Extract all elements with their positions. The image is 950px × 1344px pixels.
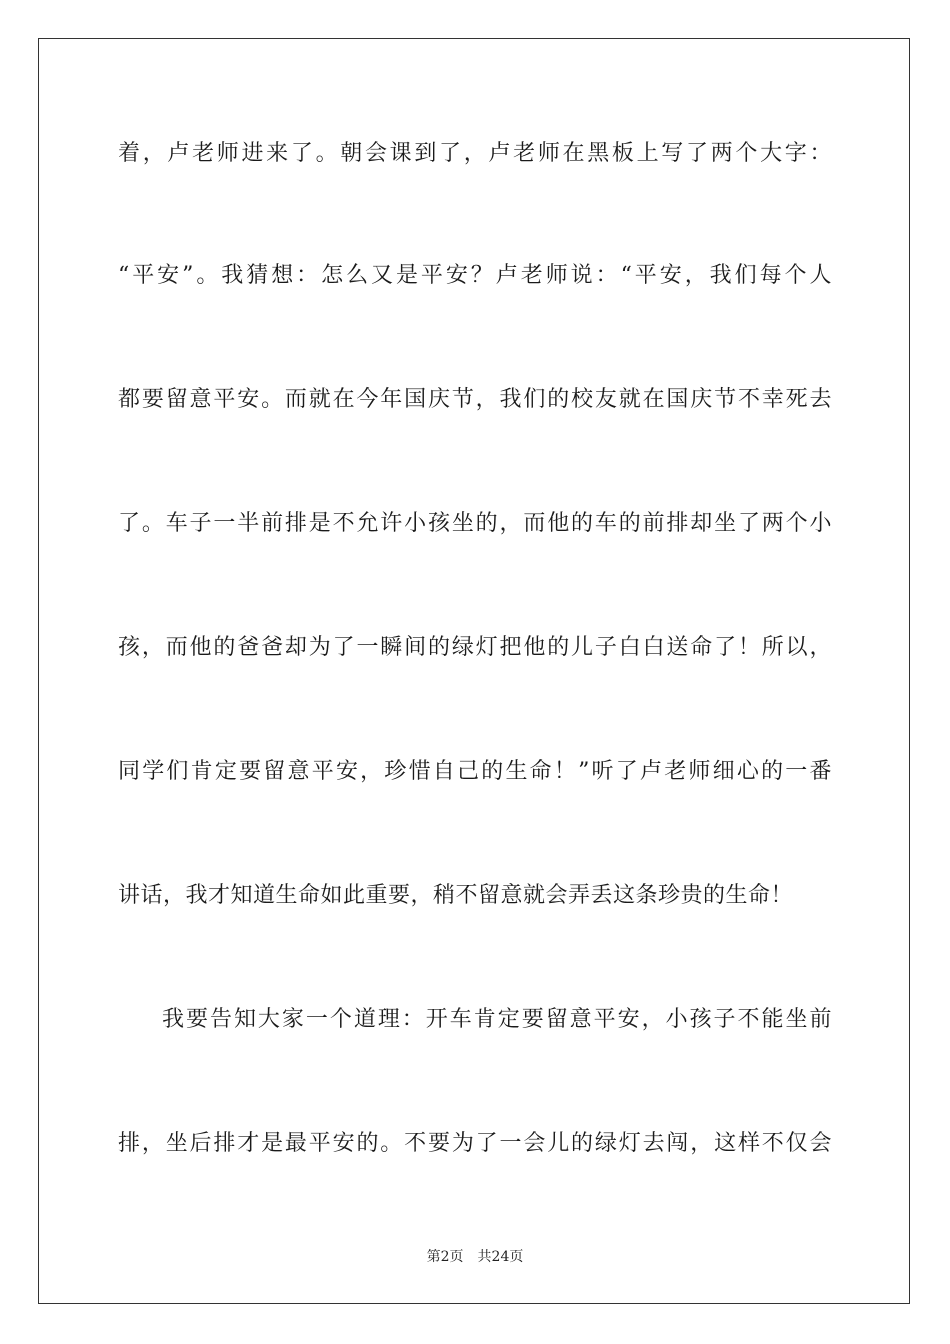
text-line-5: 孩，而他的爸爸却为了一瞬间的绿灯把他的儿子白白送命了！所以， [118,635,832,660]
page-border [38,38,910,1304]
text-line-7: 讲话，我才知道生命如此重要，稍不留意就会弄丢这条珍贵的生命！ [118,883,794,908]
text-line-3: 都要留意平安。而就在今年国庆节，我们的校友就在国庆节不幸死去 [118,387,832,412]
page-footer [0,1246,950,1266]
page-number: 第2页 [426,1249,464,1265]
text-line-4: 了。车子一半前排是不允许小孩坐的，而他的车的前排却坐了两个小 [118,511,832,536]
text-line-9: 排，坐后排才是最平安的。不要为了一会儿的绿灯去闯，这样不仅会 [118,1131,832,1156]
text-line-6: 同学们肯定要留意平安，珍惜自己的生命！”听了卢老师细心的一番 [118,759,832,784]
text-line-1: 着，卢老师进来了。朝会课到了，卢老师在黑板上写了两个大字： [118,141,832,166]
text-line-8: 我要告知大家一个道理：开车肯定要留意平安，小孩子不能坐前 [162,1007,832,1032]
page-total: 共24页 [477,1249,524,1265]
text-line-2: “平安”。我猜想：怎么又是平安？卢老师说：“平安，我们每个人 [118,263,832,288]
